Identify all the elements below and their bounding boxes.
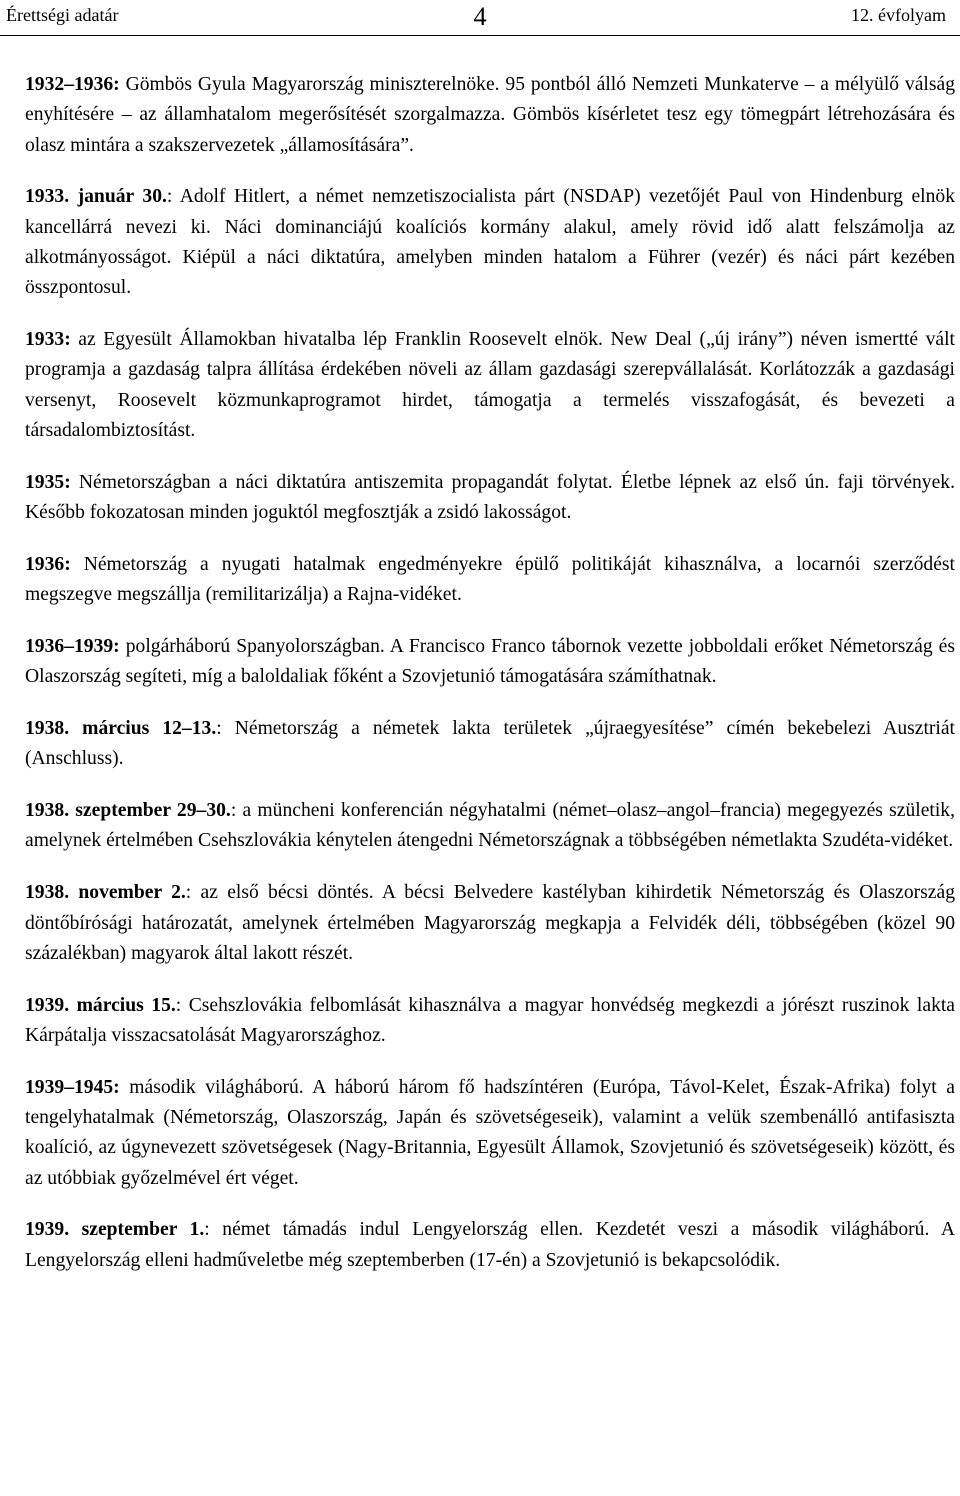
page-number: 4 [473, 2, 487, 31]
entry-text: : német támadás indul Lengyelország ellen. Kezdetét veszi a második világháború. A Lengyelország elleni hadműveletbe még szeptemberben (17-én) a Szovjetunió is bekapcsolódik. [25, 1219, 955, 1271]
page-header [0, 0, 960, 36]
entry-date: 1933. január 30. [25, 186, 167, 208]
entry-date: 1938. november 2. [25, 882, 186, 904]
timeline-entry [25, 468, 955, 529]
entry-text: : a müncheni konferencián négyhatalmi (német–olasz–angol–francia) megegyezés születik, amelynek értelmében Csehszlovákia kénytelen átengedni Németországnak a többségében németlakta Szudéta-vidéket. [25, 800, 955, 852]
timeline-entry [25, 182, 955, 303]
timeline-entries [25, 70, 955, 1298]
entry-date: 1938. március 12–13. [25, 718, 217, 740]
timeline-entry [25, 878, 955, 969]
entry-date: 1938. szeptember 29–30. [25, 800, 231, 822]
entry-date: 1936–1939: [25, 635, 120, 657]
entry-date: 1932–1936: [25, 74, 120, 95]
entry-text: Németország a nyugati hatalmak engedményekre épülő politikáját kihasználva, a locarnói szerződést megszegve megszállja (remilitarizálja) a Rajna-vidéket. [25, 553, 955, 606]
entry-date: 1939. március 15. [25, 994, 176, 1016]
entry-text: második világháború. A háború három fő hadszíntéren (Európa, Távol-Kelet, Észak-Afrika) folyt a tengelyhatalmak (Németország, Olaszország, Japán és szövetségeseik), valamint a velük szembenálló antifasiszta koalíció, az úgynevezett szövetségesek (Nagy-Britannia, Egyesült Államok, Szovjetunió és szövetségeseik) között, és az utóbbiak győzelmével ért véget. [25, 1076, 955, 1189]
timeline-entry [25, 714, 955, 775]
timeline-entry [25, 325, 955, 446]
timeline-entry [25, 796, 955, 857]
header-title: Érettségi adatár [6, 5, 119, 25]
entry-text: az Egyesült Államokban hivatalba lép Franklin Roosevelt elnök. New Deal („új irány”) néven ismertté vált programja a gazdaság talpra állítása érdekében növeli az állam gazdasági szerepvállalását. Korlátozzák a gazdasági versenyt, Roosevelt közmunkaprogramot hirdet, támogatja a termelés visszafogását, és bevezeti a társadalombiztosítást. [25, 329, 955, 441]
entry-text: Németországban a náci diktatúra antiszemita propagandát folytat. Életbe lépnek az első ún. faji törvények. Később fokozatosan minden joguktól megfosztják a zsidó lakosságot. [25, 471, 955, 524]
timeline-entry [25, 632, 955, 693]
entry-text: polgárháború Spanyolországban. A Francisco Franco tábornok vezette jobboldali erőket Németország és Olaszország segíteti, míg a baloldaliak főként a Szovjetunió támogatására számíthatnak. [25, 635, 955, 688]
entry-text: : Csehszlovákia felbomlását kihasználva a magyar honvédség megkezdi a jórészt ruszinok lakta Kárpátalja visszacsatolását Magyarországhoz. [25, 994, 956, 1046]
header-grade: 12. évfolyam [851, 5, 946, 25]
entry-text: : az első bécsi döntés. A bécsi Belvedere kastélyban kihirdetik Németország és Olaszország döntőbírósági határozatát, amelynek értelmében Magyarország megkapja a Felvidék déli, többségében (közel 90 százalékban) magyarok által lakott részét. [25, 882, 955, 964]
entry-date: 1936: [25, 553, 71, 575]
entry-text: Gömbös Gyula Magyarország miniszterelnöke. 95 pontból álló Nemzeti Munkaterve – a mélyülő válság enyhítésére – az államhatalom megerősítését szorgalmazza. Gömbös kísérletet tesz egy tömegpárt létrehozására és olasz mintára a szakszervezetek „államosítására”. [25, 74, 955, 156]
entry-date: 1933: [25, 329, 71, 351]
entry-date: 1939–1945: [25, 1076, 120, 1098]
entry-text: : Adolf Hitlert, a német nemzetiszocialista párt (NSDAP) vezetőjét Paul von Hindenburg elnök kancellárrá nevezi ki. Náci dominanciájú koalíciós kormány alakul, amely rövid idő alatt felszámolja az alkotmányosságot. Kiépül a náci diktatúra, amelyben minden hatalom a Führer (vezér) és náci párt kezében összpontosul. [25, 186, 955, 299]
timeline-entry [25, 991, 955, 1052]
entry-date: 1939. szeptember 1. [25, 1219, 205, 1241]
timeline-entry [25, 70, 955, 161]
timeline-entry [25, 1073, 955, 1194]
timeline-entry [25, 550, 955, 611]
entry-date: 1935: [25, 471, 71, 493]
timeline-entry [25, 1215, 955, 1276]
entry-text: : Németország a németek lakta területek „újraegyesítése” címén bekebelezi Ausztriát (Anschluss). [25, 718, 956, 770]
